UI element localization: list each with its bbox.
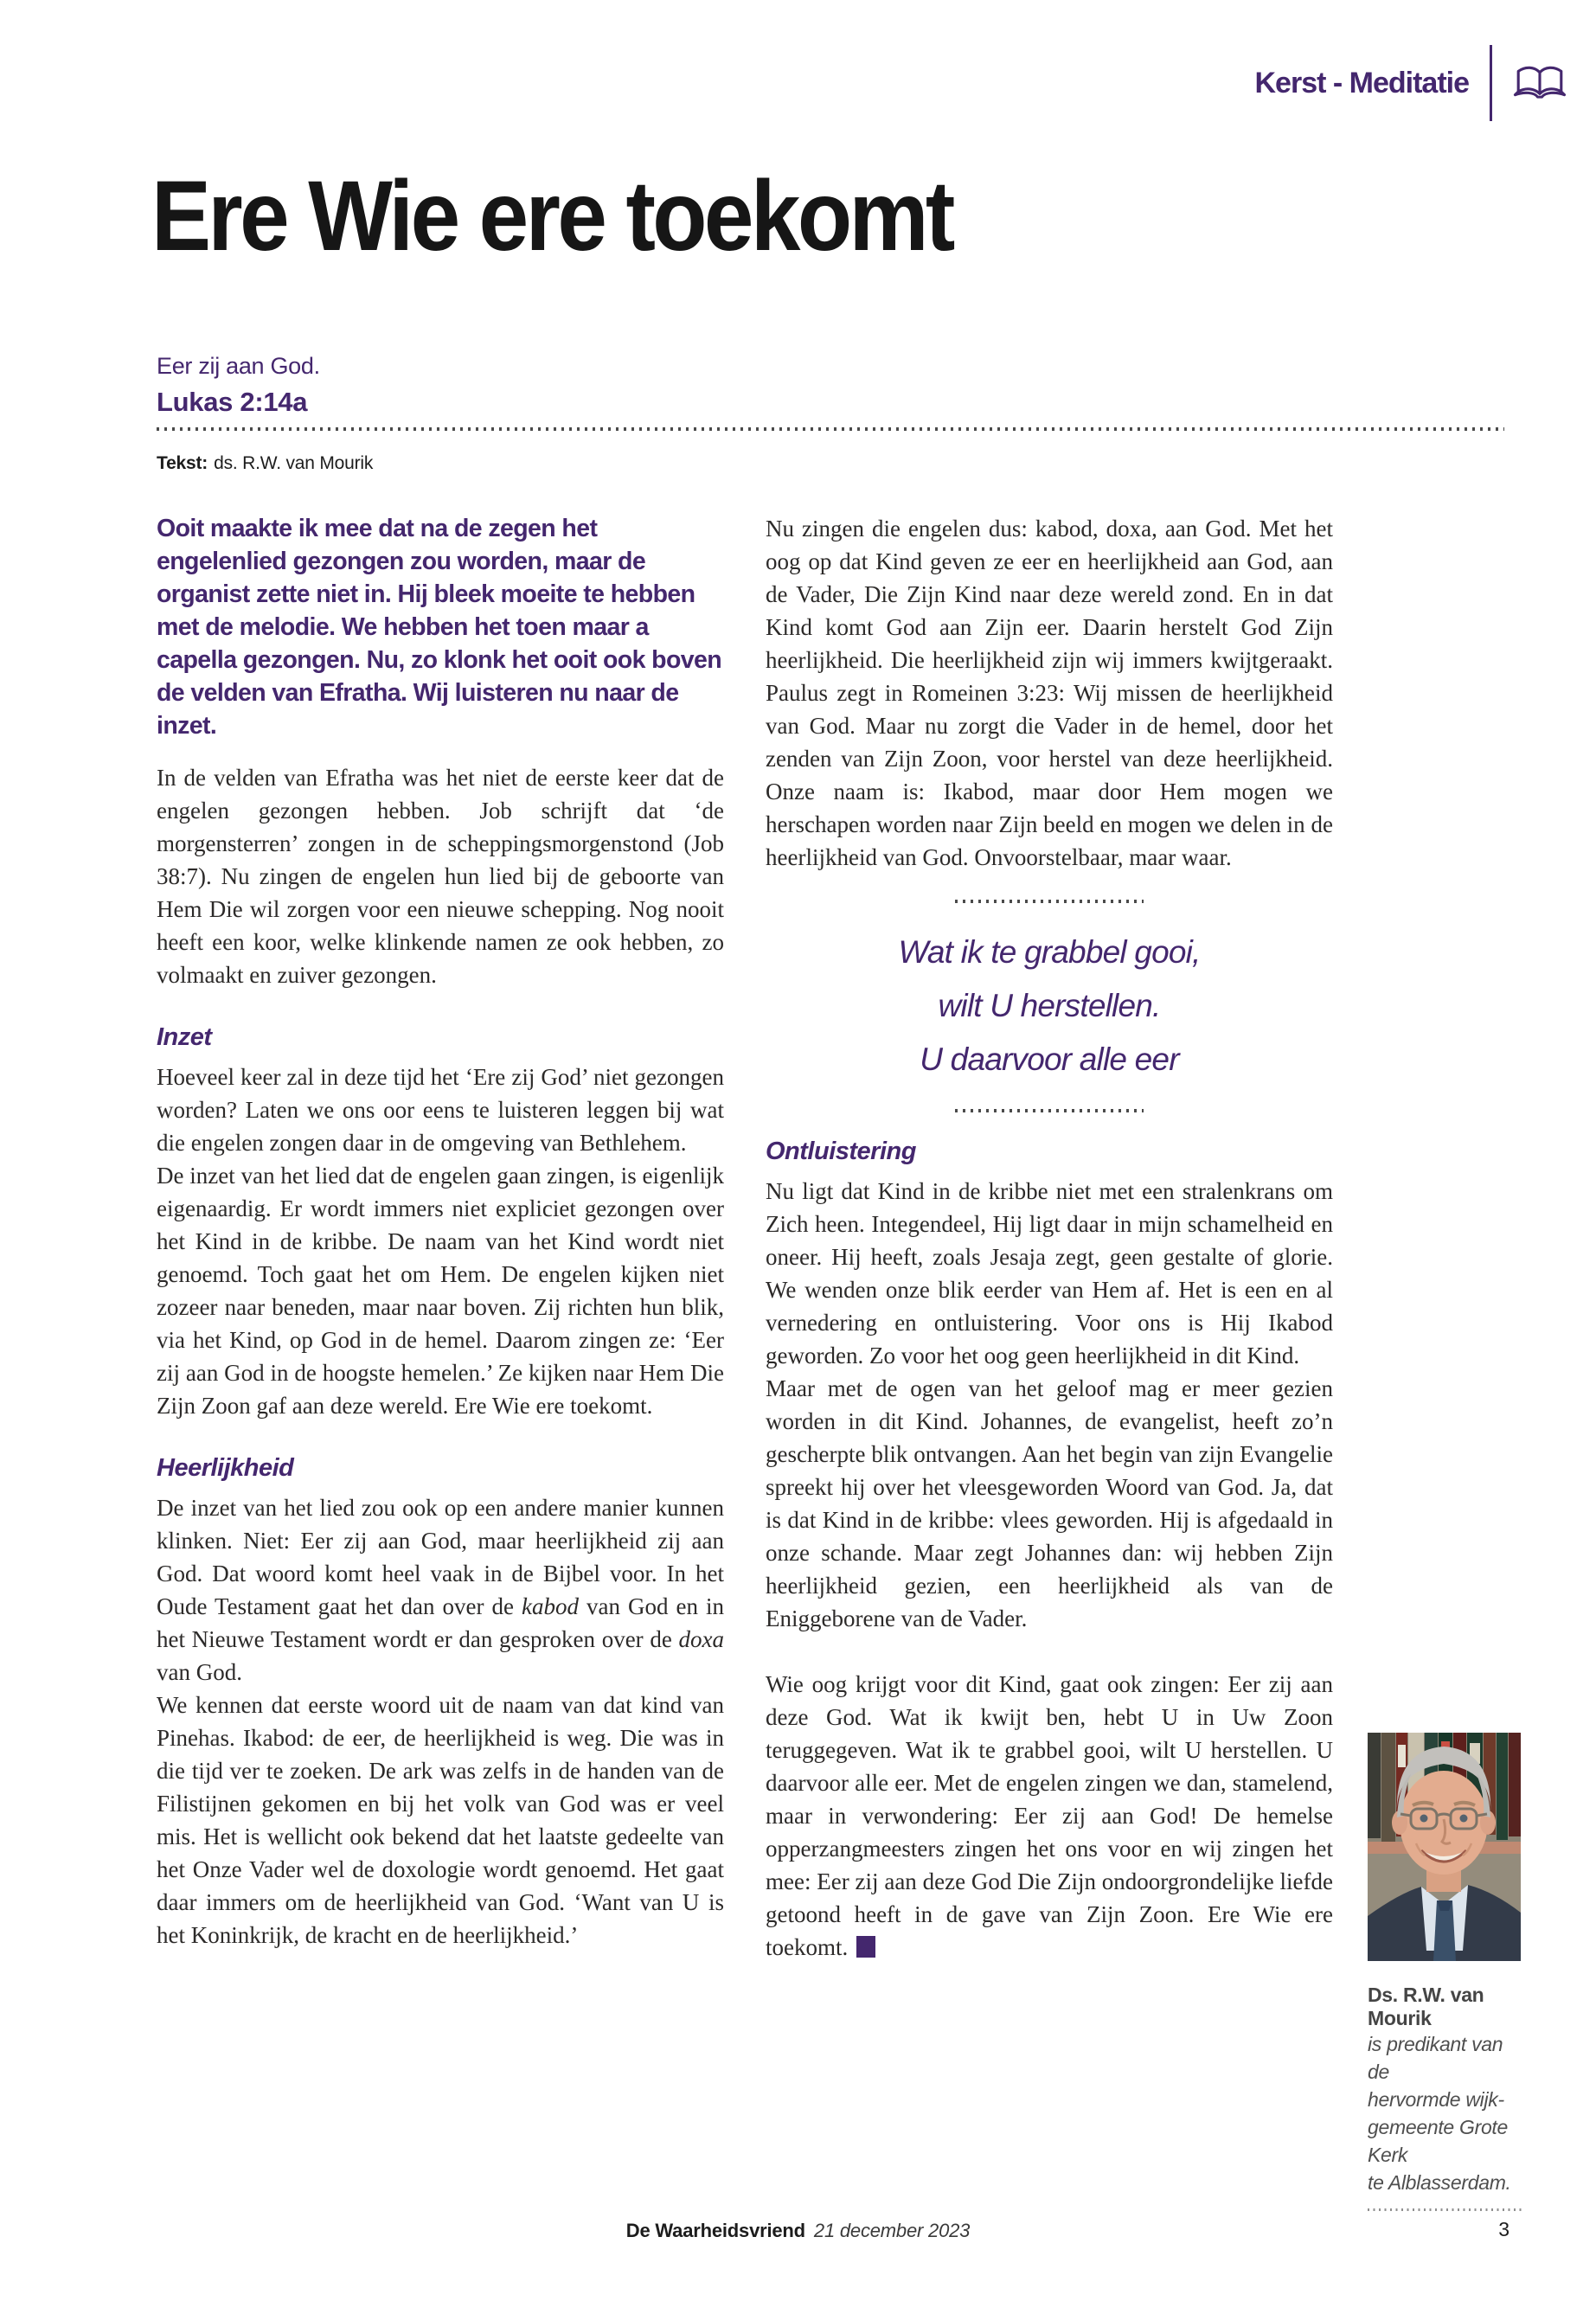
author-caption-line: te Alblasserdam. <box>1368 2171 1511 2194</box>
issue-date: 21 december 2023 <box>813 2220 971 2241</box>
scripture-kicker <box>157 353 320 418</box>
author-caption-line: gemeente Grote Kerk <box>1368 2116 1509 2166</box>
end-mark <box>856 1936 875 1958</box>
author-name: Ds. R.W. van Mourik <box>1368 1984 1484 2029</box>
foreign-term-doxa: doxa <box>678 1626 724 1652</box>
article-body <box>157 512 1333 1964</box>
dotted-separator <box>955 900 1144 903</box>
dotted-rule <box>157 427 1504 431</box>
pull-quote-line: wilt U herstellen. <box>938 988 1161 1023</box>
left-column <box>157 512 724 1964</box>
open-book-icon <box>1513 62 1567 104</box>
byline-author: ds. R.W. van Mourik <box>214 453 374 473</box>
scripture-reference: Lukas 2:14a <box>157 387 308 417</box>
byline-label: Tekst: <box>157 453 208 473</box>
dotted-rule-small <box>1368 2208 1522 2211</box>
pull-quote-line: Wat ik te grabbel gooi, <box>898 934 1201 970</box>
author-box <box>1368 1733 1523 2211</box>
paragraph: We kennen dat eerste woord uit de naam van dat kind van Pinehas. Ikabod: de eer, de heerlijkheid is weg. Die was in die tijd ver te zoeken. De ark was zelfs in de handen van de Filistijnen gekomen en bij het volk van God was er veel mis. Het is wellicht ook bekend dat het laatste gedeelte van het Onze Vader wel de doxologie wordt genoemd. Het gaat daar immers om de heerlijkheid van God. ‘Want van U is het Koninkrijk, de kracht en de heerlijkheid.’ <box>157 1692 724 1948</box>
author-caption-line: hervormde wijk- <box>1368 2088 1504 2111</box>
paragraph: Nu zingen die engelen dus: kabod, doxa, aan God. Met het oog op dat Kind geven ze eer en heerlijkheid aan God, aan de Vader, Die Zijn Kind naar deze wereld zond. En in dat Kind komt God aan Zijn eer. Daarin herstelt God Zijn heerlijkheid. Die heerlijkheid zijn wij immers kwijtgeraakt. Paulus zegt in Romeinen 3:23: Wij missen de heerlijkheid van God. Maar nu zorgt die Vader in de hemel, door het zenden van Zijn Zoon, voor herstel van deze heerlijkheid. Onze naam is: Ikabod, maar door Hem mogen we herschapen worden naar Zijn beeld en mogen we delen in de heerlijkheid van God. Onvoorstelbaar, maar waar. <box>766 516 1333 870</box>
byline <box>157 453 373 474</box>
header-divider <box>1490 45 1492 121</box>
magazine-name: De Waarheidsvriend <box>625 2220 805 2241</box>
dotted-separator <box>955 1109 1144 1112</box>
subheading-ontluistering: Ontluistering <box>766 1138 916 1165</box>
paragraph: De inzet van het lied zou ook op een andere manier kunnen klinken. Niet: Eer zij aan God, maar heerlijkheid zij aan God. Dat woord komt heel vaak in de Bijbel voor. In het Oude Testament gaat het dan over de kabod van God en in het Nieuwe Testament wordt er dan gesproken over de doxa van God. <box>157 1495 724 1685</box>
author-caption <box>1368 1984 1523 2211</box>
subheading-inzet: Inzet <box>157 1023 212 1051</box>
right-column <box>766 512 1333 1964</box>
page-header <box>1255 45 1567 121</box>
pull-quote <box>766 900 1333 1112</box>
paragraph: De inzet van het lied dat de engelen gaan zingen, is eigenlijk eigenaardig. Er wordt immers niet expliciet gezongen over het Kind in de kribbe. De naam van het Kind wordt niet genoemd. Toch gaat het om Hem. De engelen kijken niet zozeer naar beneden, maar naar boven. Zij richten hun blik, via het Kind, op God in de hemel. Daarom zingen ze: ‘Eer zij aan God in de hoogste hemelen.’ Ze kijken naar Hem Die Zijn Zoon gaf aan deze wereld. Ere Wie ere toekomt. <box>157 1163 724 1419</box>
author-photo <box>1368 1733 1521 1961</box>
scripture-quote: Eer zij aan God. <box>157 353 320 379</box>
foreign-term-kabod: kabod <box>522 1593 579 1619</box>
intro-paragraph: Ooit maakte ik mee dat na de zegen het engelenlied gezongen zou worden, maar de organist zette niet in. Hij bleek moeite te hebben met de melodie. We hebben het toen maar a capella gezongen. Nu, zo klonk het ooit ook boven de velden van Efratha. Wij luisteren nu naar de inzet. <box>157 515 722 740</box>
footer <box>0 2220 1596 2242</box>
subheading-heerlijkheid: Heerlijkheid <box>157 1454 294 1482</box>
author-caption-line: is predikant van de <box>1368 2033 1503 2083</box>
paragraph: Nu ligt dat Kind in de kribbe niet met een stralenkrans om Zich heen. Integendeel, Hij ligt daar in mijn schamelheid en oneer. Hij heeft, zoals Jesaja zegt, geen gestalte of glorie. We wenden onze blik eerder van Hem af. Het is een en al vernedering en ontluistering. Voor ons is Hij Ikabod geworden. Zo voor het oog geen heerlijkheid in dit Kind. <box>766 1178 1333 1368</box>
paragraph: Hoeveel keer zal in deze tijd het ‘Ere zij God’ niet gezongen worden? Laten we ons oor eens te luisteren leggen bij wat die engelen zongen daar in de omgeving van Bethlehem. <box>157 1064 724 1156</box>
pull-quote-text <box>766 926 1333 1086</box>
pull-quote-line: U daarvoor alle eer <box>920 1042 1179 1077</box>
page-number: 3 <box>1498 2218 1509 2240</box>
paragraph: Wie oog krijgt voor dit Kind, gaat ook zingen: Eer zij aan deze God. Wat ik kwijt ben, hebt U in Uw Zoon teruggegeven. Wat ik te grabbel gooi, wilt U herstellen. U daarvoor alle eer. Met de engelen zingen we dan, stamelend, maar in verwondering: Eer zij aan God! De hemelse opperzangmeesters zingen het ons voor en wij zingen het mee: Eer zij aan deze God Die Zijn ondoorgrondelijke liefde getoond heeft in de gave van Zijn Zoon. Ere Wie ere toekomt. <box>766 1671 1333 1960</box>
paragraph: Maar met de ogen van het geloof mag er meer gezien worden in dit Kind. Johannes, de evangelist, heeft zo’n gescherpte blik ontvangen. Aan het begin van zijn Evangelie spreekt hij over het vleesgeworden Woord van God. Ja, dat is dat Kind in de kribbe: vlees geworden. Hij is afgedaald in onze schande. Maar zegt Johannes dan: wij hebben Zijn heerlijkheid gezien, een heerlijkheid als van de Eniggeborene van de Vader. <box>766 1375 1333 1631</box>
section-label: Kerst - Meditatie <box>1254 66 1469 99</box>
paragraph: In de velden van Efratha was het niet de eerste keer dat de engelen gezongen hebben. Job schrijft dat ‘de morgensterren’ zongen in de scheppingsmorgenstond (Job 38:7). Nu zingen de engelen hun lied bij de geboorte van Hem Die wil zorgen voor een nieuwe schepping. Nog nooit heeft een koor, welke klinkende namen ze ook hebben, zo volmaakt en zuiver gezongen. <box>157 765 724 988</box>
article-title: Ere Wie ere toekomt <box>151 161 952 272</box>
